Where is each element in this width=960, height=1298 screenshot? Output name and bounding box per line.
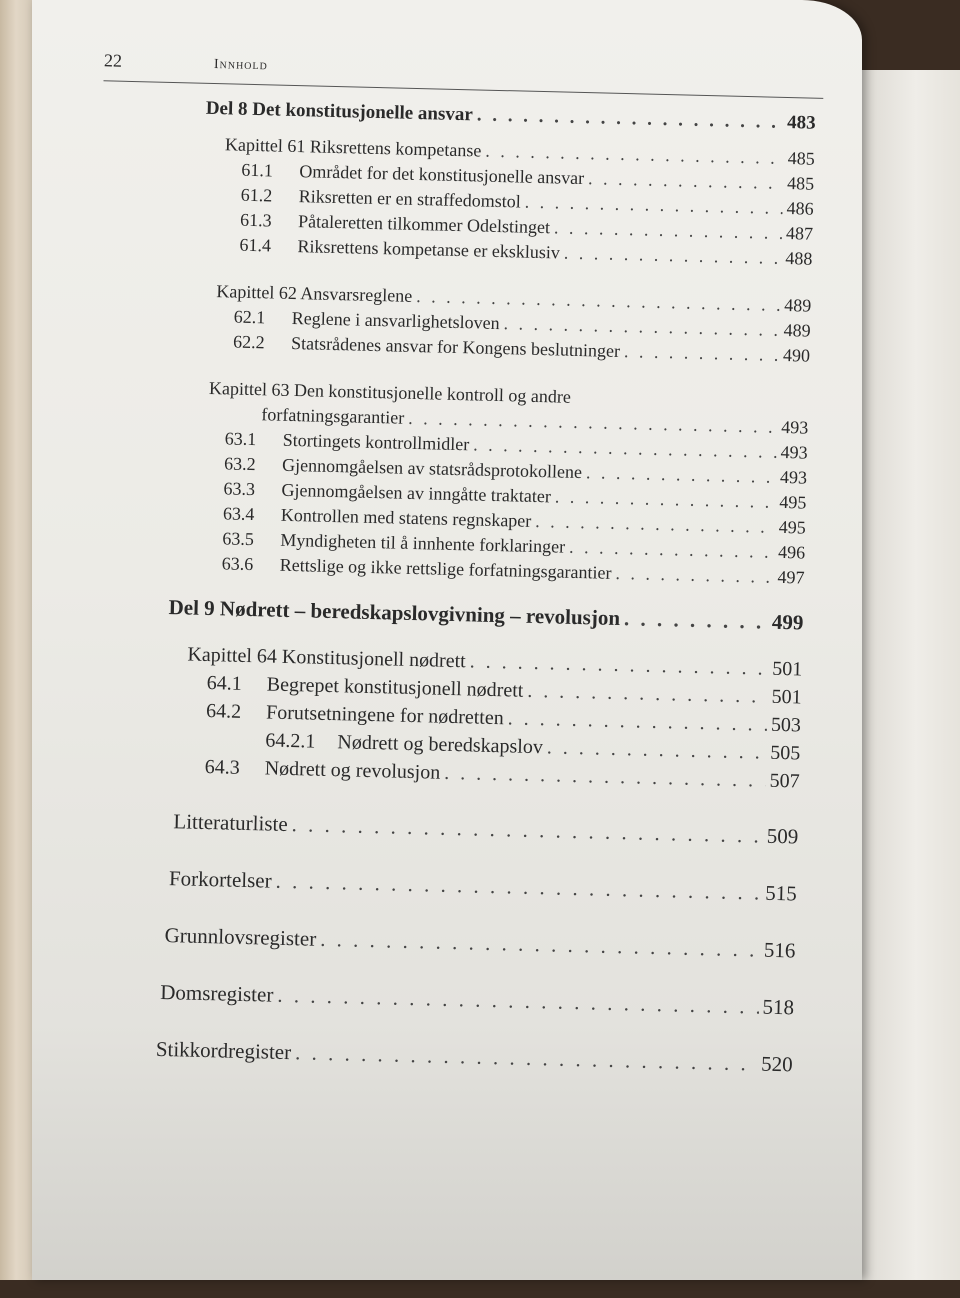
toc-section-number: 61.3 xyxy=(239,209,272,231)
book-page xyxy=(32,0,862,1280)
toc-section-number: 64.3 xyxy=(204,755,241,779)
toc-section-number: 64.2.1 xyxy=(265,729,316,753)
toc-section-number: 62.2 xyxy=(232,331,265,353)
dot-leader xyxy=(477,104,784,133)
toc-chapter-title: Kapittel 61 Riksrettens kompetanse xyxy=(224,134,482,161)
toc-page-number: 489 xyxy=(783,319,811,341)
toc-section-title: Riksrettens kompetanse er eksklusiv xyxy=(297,236,561,263)
table-of-contents xyxy=(7,94,861,1111)
toc-page-number: 518 xyxy=(762,994,795,1020)
toc-section-title: Nødrett og beredskapslov xyxy=(337,731,544,759)
toc-entry-title: Domsregister xyxy=(159,979,274,1007)
toc-section-number: 61.4 xyxy=(239,234,272,256)
page-content xyxy=(2,0,863,1298)
toc-chapter-title: Kapittel 64 Konstitusjonell nødrett xyxy=(187,643,467,673)
toc-page-number: 487 xyxy=(785,223,814,244)
toc-page-number: 507 xyxy=(769,769,800,793)
toc-section-number: 63.5 xyxy=(222,528,255,550)
dot-leader xyxy=(535,511,775,538)
toc-section-title: Statsrådenes ansvar for Kongens beslutninger xyxy=(290,332,621,361)
running-head xyxy=(103,50,824,99)
toc-part-title: Del 8 Det konstitusjonelle ansvar xyxy=(205,97,474,126)
facing-page xyxy=(850,70,960,1280)
toc-page-number: 485 xyxy=(787,148,816,169)
toc-page-number: 515 xyxy=(765,880,798,906)
toc-page-number: 493 xyxy=(780,416,809,438)
toc-section-number: 63.3 xyxy=(223,478,256,500)
toc-section-title: Påtaleretten tilkommer Odelstinget xyxy=(297,211,551,238)
toc-section-title: Gjennomgåelsen av statsrådsprotokollene xyxy=(281,454,583,483)
toc-entry-title: Litteraturliste xyxy=(173,809,288,837)
dot-leader xyxy=(569,537,775,563)
dot-leader xyxy=(547,736,767,764)
toc-section-number: 61.2 xyxy=(240,184,273,206)
toc-section-number: 63.1 xyxy=(224,428,257,450)
toc-section-title: Stortingets kontrollmidler xyxy=(282,429,470,455)
running-head-title: Innhold xyxy=(213,56,268,74)
toc-chapter-title: Kapittel 62 Ansvarsreglene xyxy=(216,281,413,306)
toc-section-title: Området for det konstitusjonelle ansvar xyxy=(299,161,585,189)
dot-leader xyxy=(564,243,782,269)
toc-entry-title: Stikkordregister xyxy=(155,1036,292,1065)
toc-page-number: 501 xyxy=(771,685,802,709)
toc-section-number: 64.2 xyxy=(205,699,242,723)
toc-page-number: 496 xyxy=(777,541,806,563)
toc-section-number: 63.6 xyxy=(221,553,254,575)
toc-section-title: Reglene i ansvarlighetsloven xyxy=(291,307,500,334)
toc-page-number: 489 xyxy=(783,294,812,316)
toc-section-title: Gjennomgåelsen av inngåtte traktater xyxy=(281,479,552,507)
dot-leader xyxy=(586,462,777,488)
toc-section-title: Forutsetningene for nødretten xyxy=(265,701,505,730)
toc-page-number: 503 xyxy=(770,713,802,737)
toc-chapter-title-continued: forfatningsgarantier xyxy=(261,404,405,428)
dot-leader xyxy=(624,606,769,635)
toc-section-title: Rettslige og ikke rettslige forfatningsgarantier xyxy=(279,554,612,583)
toc-entry-title: Grunnlovsregister xyxy=(164,923,317,951)
toc-page-number: 485 xyxy=(786,173,815,194)
toc-page-number: 520 xyxy=(760,1051,793,1077)
toc-section-title: Begrepet konstitusjonell nødrett xyxy=(266,673,524,702)
toc-section-title: Riksretten er en straffedomstol xyxy=(298,186,522,212)
toc-chapter-title: Kapittel 63 Den konstitusjonelle kontroll og andre xyxy=(208,377,572,407)
toc-page-number: 495 xyxy=(779,491,807,513)
dot-leader xyxy=(615,563,774,588)
toc-page-number: 490 xyxy=(782,344,811,366)
toc-entry-title: Forkortelser xyxy=(168,866,272,893)
dot-leader xyxy=(507,707,767,736)
toc-section-number: 63.4 xyxy=(222,503,255,525)
toc-section-number: 63.2 xyxy=(223,453,256,475)
toc-page-number: 499 xyxy=(771,609,804,635)
toc-page-number: 501 xyxy=(772,657,803,681)
dot-leader xyxy=(624,341,780,366)
toc-page-number: 483 xyxy=(786,112,816,134)
toc-part-title: Del 9 Nødrett – beredskapslovgivning – revolusjon xyxy=(168,595,621,631)
toc-page-number: 493 xyxy=(780,441,808,463)
dot-leader xyxy=(555,486,776,512)
dot-leader xyxy=(554,217,783,244)
page-number: 22 xyxy=(103,50,123,71)
toc-section-title: Nødrett og revolusjon xyxy=(264,757,441,784)
toc-page-number: 497 xyxy=(777,566,805,588)
toc-page-number: 495 xyxy=(778,516,807,538)
toc-section-title: Kontrollen med statens regnskaper xyxy=(280,504,532,531)
toc-section-number: 61.1 xyxy=(241,159,274,181)
toc-page-number: 486 xyxy=(786,198,814,219)
toc-page-number: 493 xyxy=(779,466,808,488)
dot-leader xyxy=(588,168,784,194)
toc-page-number: 516 xyxy=(763,937,796,963)
dot-leader xyxy=(527,680,768,709)
toc-section-number: 62.1 xyxy=(233,306,266,328)
toc-section-title: Myndigheten til å innhente forklaringer xyxy=(280,529,566,557)
toc-page-number: 488 xyxy=(785,248,813,269)
toc-section-number: 64.1 xyxy=(206,671,243,695)
toc-page-number: 509 xyxy=(766,823,799,849)
toc-page-number: 505 xyxy=(770,741,801,765)
